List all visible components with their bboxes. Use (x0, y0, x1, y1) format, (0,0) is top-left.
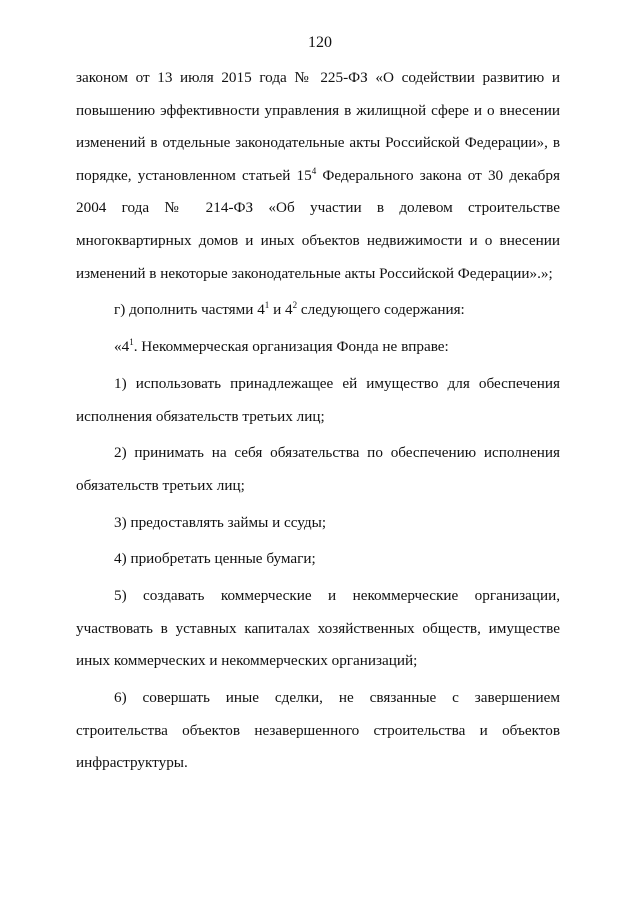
text-line: участвовать в уставных капиталах хозяйственных обществ, имуществе (76, 619, 560, 637)
text-line: г) дополнить частями $4^1$ и $4^2$ следующего содержания: (114, 300, 465, 319)
superscript: 1 (129, 337, 134, 348)
list-item-5 (76, 580, 560, 678)
list-item-4 (76, 543, 560, 576)
text-line: повышению эффективности управления в жилищной сфере и о внесении (76, 101, 560, 119)
paragraph-law-reference (76, 62, 560, 290)
list-item-6 (76, 682, 560, 780)
text-line: 2) принимать на себя обязательства по обеспечению исполнения (114, 444, 560, 462)
text-line: исполнения обязательств третьих лиц; (76, 407, 325, 425)
list-item-2 (76, 437, 560, 502)
text-line: 3) предоставлять займы и ссуды; (114, 513, 327, 531)
text-line: порядке, установленном статьей $15^4$ Федерального закона от 30 декабря (76, 165, 560, 184)
text-line: 4) приобретать ценные бумаги; (114, 550, 316, 568)
text-line: строительства объектов незавершенного строительства и объектов (76, 721, 560, 739)
text-line: инфраструктуры. (76, 754, 188, 772)
text-line: 6) совершать иные сделки, не связанные с завершением (114, 689, 560, 707)
superscript: 4 (311, 165, 317, 176)
paragraph-part-4-1 (76, 331, 560, 364)
text-line: законом от 13 июля 2015 года № 225-ФЗ «О содействии развитию и (76, 69, 560, 86)
text-line: многоквартирных домов и иных объектов недвижимости и о внесении (76, 231, 560, 249)
text-line: «$4^1$. Некоммерческая организация Фонда не вправе: (114, 337, 449, 356)
text-line: обязательств третьих лиц; (76, 476, 245, 494)
document-body (76, 62, 560, 780)
text-line: изменений в отдельные законодательные акты Российской Федерации», в (76, 134, 560, 152)
page-number: 120 (308, 34, 332, 51)
text-line: иных коммерческих и некоммерческих организаций; (76, 652, 418, 670)
paragraph-amendment-g (76, 294, 560, 327)
text-line: 2004 года № 214-ФЗ «Об участии в долевом строительстве (76, 199, 560, 217)
superscript: 1 (264, 300, 270, 311)
list-item-3 (76, 507, 560, 540)
text-line: изменений в некоторые законодательные акты Российской Федерации».»; (76, 264, 553, 282)
superscript: 2 (292, 300, 298, 311)
text-line: 5) создавать коммерческие и некоммерческие организации, (114, 587, 560, 605)
text-line: 1) использовать принадлежащее ей имущество для обеспечения (114, 374, 560, 392)
list-item-1 (76, 368, 560, 433)
